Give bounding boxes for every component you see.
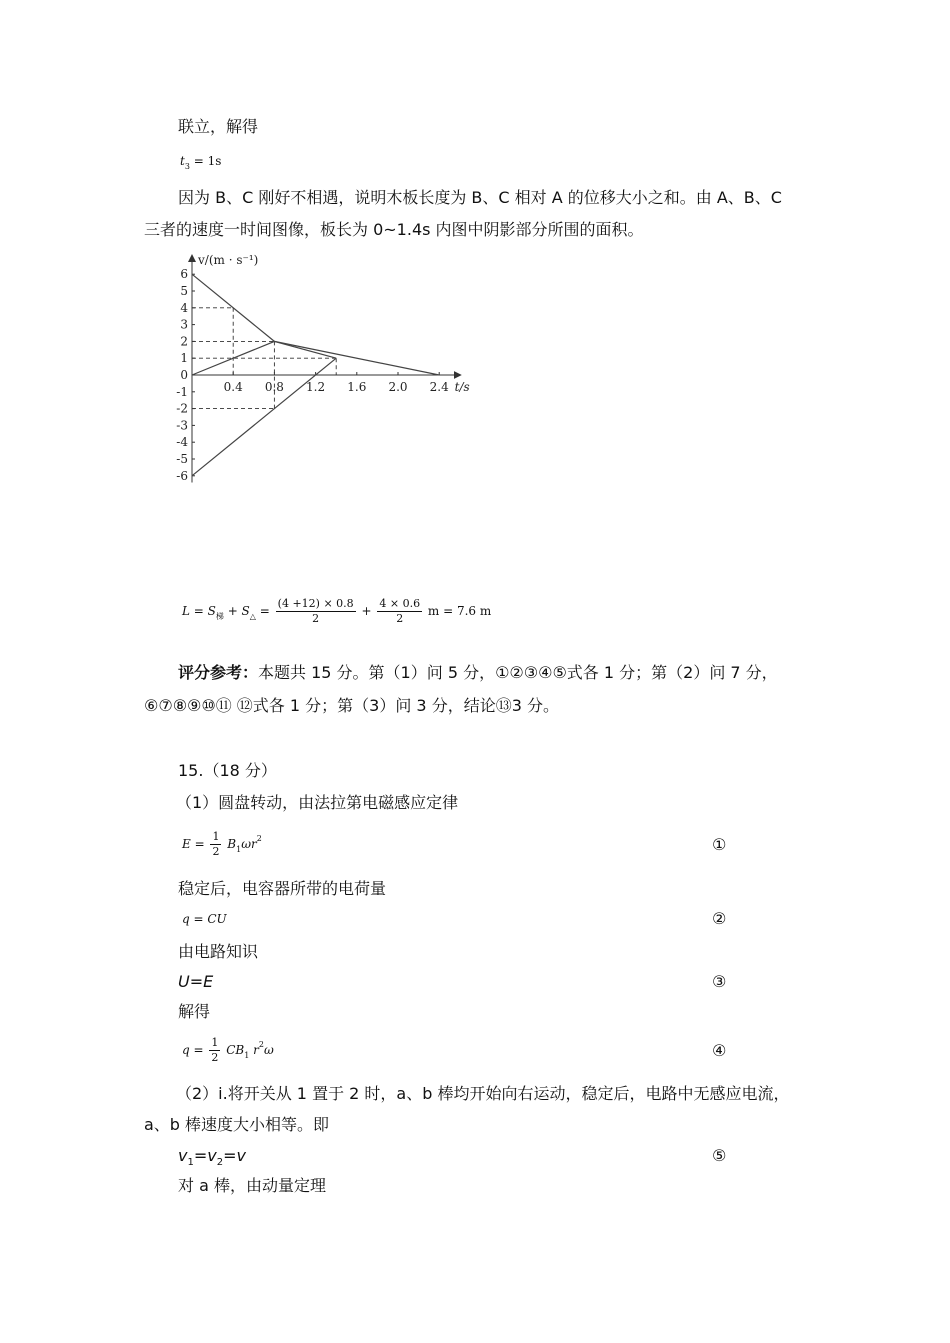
equation-part: q = xyxy=(182,1043,204,1057)
y-tick-label: 2 xyxy=(180,334,188,349)
equation-t3: $t_3 = 1s$ xyxy=(180,154,222,171)
equation-number: ④ xyxy=(712,1041,727,1060)
y-tick-label: -6 xyxy=(176,468,188,483)
equation-value: 1s xyxy=(207,154,222,168)
text-line: a、b 棒速度大小相等。即 xyxy=(144,1115,330,1134)
y-tick-label: 3 xyxy=(180,317,188,332)
y-tick-label: 4 xyxy=(180,300,188,315)
fraction-denominator: 2 xyxy=(396,612,404,625)
x-tick-label: 2.0 xyxy=(388,380,408,394)
fraction-denominator: 2 xyxy=(211,1051,219,1064)
scoring-text: 本题共 15 分。第（1）问 5 分，①②③④⑤式各 1 分；第（2）问 7 分， xyxy=(258,663,778,682)
text-line: 解得 xyxy=(178,1002,211,1021)
paragraph-line: 因为 B、C 刚好不相遇，说明木板长度为 B、C 相对 A 的位移大小之和。由 A、B、C xyxy=(178,188,782,207)
x-tick-label: 1.6 xyxy=(347,380,367,394)
equation-q: q = CU xyxy=(182,912,227,926)
x-axis-label: t/s xyxy=(454,380,470,394)
equation-U: U=E xyxy=(178,972,214,991)
equation-superscript: 2 xyxy=(256,834,262,843)
equation-subscript: 1 xyxy=(187,1157,194,1168)
y-tick-label: -1 xyxy=(176,384,188,399)
text-line: （2）i.将开关从 1 置于 2 时，a、b 棒均开始向右运动，稳定后，电路中无感应电流， xyxy=(176,1084,790,1103)
equation-part: + S xyxy=(223,604,250,618)
x-tick-label: 0.4 xyxy=(223,380,243,394)
scoring-line: ⑥⑦⑧⑨⑩⑪ ⑫式各 1 分；第（3）问 3 分，结论⑬3 分。 xyxy=(144,696,559,715)
fraction-numerator: 1 xyxy=(211,1036,219,1049)
fraction-numerator: (4 +12) × 0.8 xyxy=(277,597,354,610)
fraction-numerator: 4 × 0.6 xyxy=(379,597,421,610)
text-line: 对 a 棒，由动量定理 xyxy=(178,1176,326,1195)
y-tick-label: -5 xyxy=(176,452,188,466)
x-tick-label: 2.4 xyxy=(429,380,449,394)
paragraph-line: 三者的速度一时间图像，板长为 0~1.4s 内图中阴影部分所围的面积。 xyxy=(144,220,644,239)
y-tick-label: 0 xyxy=(180,368,188,382)
velocity-time-chart xyxy=(170,248,470,488)
fraction xyxy=(377,597,422,626)
y-tick-label: -4 xyxy=(176,435,188,450)
question-heading: 15.（18 分） xyxy=(178,761,277,780)
equation-superscript: 2 xyxy=(258,1040,264,1049)
text-line: 联立，解得 xyxy=(178,117,259,136)
fraction xyxy=(210,830,221,859)
text-line: （1）圆盘转动，由法拉第电磁感应定律 xyxy=(176,793,459,812)
equation-part: ω xyxy=(263,1043,274,1057)
y-tick-label: 5 xyxy=(180,284,188,298)
equation-number: ② xyxy=(712,909,727,928)
equation-part: v xyxy=(178,1146,188,1165)
equation-subscript: 2 xyxy=(216,1157,224,1168)
equation-part: r xyxy=(253,1043,259,1057)
fraction-denominator: 2 xyxy=(312,612,320,625)
scoring-label: 评分参考： xyxy=(178,663,259,682)
y-tick-label: 1 xyxy=(180,351,188,366)
fraction xyxy=(276,597,356,626)
equation-part: E = xyxy=(182,837,205,851)
scoring-line xyxy=(178,662,778,684)
equation-E: E = $\frac{1}{2}$ $B_1\omega r^2$ xyxy=(182,830,262,858)
series-line xyxy=(192,358,336,476)
equation-length: $L = S_梯 + S_\triangle$ = $\frac{(4 +12) \times 0.8}{2}$ + $\frac{4 \times 0.6}{2}$ m = 7.6 m xyxy=(182,597,492,625)
x-tick-label: 0.8 xyxy=(264,380,284,394)
equation-v xyxy=(178,1145,246,1174)
y-tick-label: 6 xyxy=(180,267,188,282)
y-axis-label: v/(m · s⁻¹) xyxy=(198,253,259,267)
fraction-numerator: 1 xyxy=(212,830,220,843)
equation-part: CB xyxy=(226,1043,245,1057)
equation-number: ③ xyxy=(712,972,727,991)
text-line: 由电路知识 xyxy=(178,942,259,961)
equation-part: =v xyxy=(223,1146,246,1165)
equation-number: ⑤ xyxy=(712,1146,727,1165)
x-tick-label: 1.2 xyxy=(306,380,326,394)
equation-number: ① xyxy=(712,835,727,854)
equation-subscript: △ xyxy=(249,612,256,621)
equation-subscript: 梯 xyxy=(215,612,224,621)
y-tick-label: -3 xyxy=(176,418,188,433)
text-line: 稳定后，电容器所带的电荷量 xyxy=(178,879,387,898)
equation-part: B xyxy=(227,837,237,851)
equation-part: =v xyxy=(193,1146,217,1165)
equation-part: L = S xyxy=(182,604,216,618)
equation-q2: q = $\frac{1}{2}$ $CB_1$ $r^2\omega$ xyxy=(182,1036,274,1064)
fraction xyxy=(209,1036,220,1065)
equation-part: m = 7.6 m xyxy=(427,604,492,618)
y-tick-label: -2 xyxy=(176,401,188,416)
equation-part: ωr xyxy=(241,837,257,851)
fraction-denominator: 2 xyxy=(212,845,220,858)
